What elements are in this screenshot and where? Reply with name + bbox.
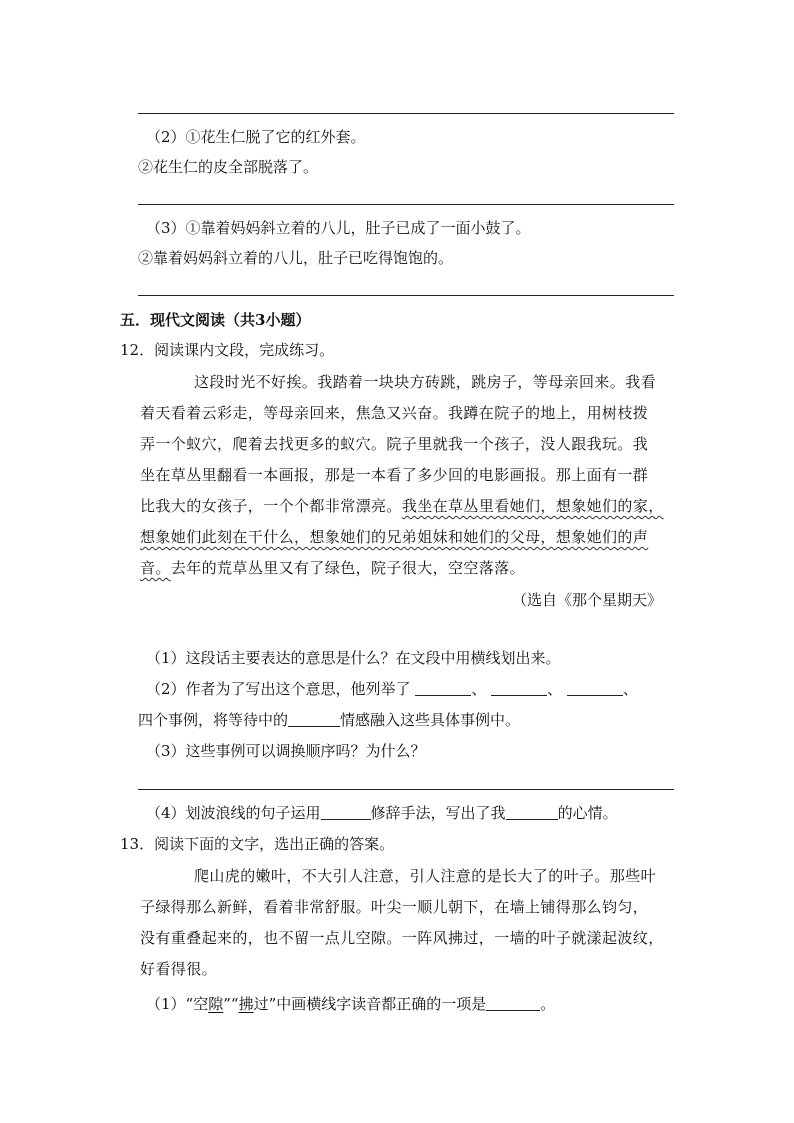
- q11-item3-line2: ②靠着妈妈斜立着的八儿，肚子已吃得饱饱的。: [138, 249, 454, 267]
- answer-blank[interactable]: [288, 710, 340, 727]
- answer-line: [138, 204, 674, 205]
- q13-passage-line: 好看得很。: [140, 960, 218, 978]
- q12-passage-line: [140, 558, 525, 578]
- passage-text: 比我大的女孩子，一个个都非常漂亮。: [140, 497, 402, 515]
- q12-stem: 12．阅读课内文段，完成练习。: [120, 341, 335, 359]
- question-text: 四个事例，将等待中的: [138, 711, 289, 729]
- question-text: 情感融入这些具体事例中。: [340, 711, 521, 729]
- answer-line: [138, 113, 674, 114]
- q11-item2-line1: （2）①花生仁脱了它的红外套。: [146, 128, 366, 146]
- answer-line: [138, 789, 674, 790]
- q12-sub2-cont: [138, 710, 520, 730]
- q11-item3-line1: （3）①靠着妈妈斜立着的八儿，肚子已成了一面小鼓了。: [146, 219, 531, 237]
- q12-passage-line: [140, 496, 664, 516]
- q12-passage-line: 坐在草丛里翻看一本画报，那是一本看了多少回的电影画报。那上面有一群: [140, 466, 649, 484]
- separator: 、: [547, 680, 563, 698]
- q11-item2-line2: ②花生仁的皮全部脱落了。: [138, 158, 319, 176]
- question-text: （4）划波浪线的句子运用: [146, 804, 321, 822]
- q12-sub4: [146, 803, 618, 823]
- q12-sub2: [146, 679, 638, 699]
- answer-blank[interactable]: [567, 679, 623, 696]
- separator: 、: [622, 680, 638, 698]
- wavy-underlined-sentence: 音。: [140, 559, 171, 577]
- question-text: （1）“空: [146, 995, 209, 1013]
- question-text: 过”中画横线字读音都正确的一项是: [253, 995, 487, 1013]
- question-text: 。: [540, 995, 556, 1013]
- wavy-underlined-sentence: 我坐在草丛里看她们，想象她们的家，: [401, 497, 664, 515]
- q12-passage-line: 弄一个蚁穴，爬着去找更多的蚁穴。院子里就我一个孩子，没人跟我玩。我: [140, 435, 649, 453]
- separator: 、: [471, 680, 487, 698]
- q12-passage-line: 着天看着云彩走，等母亲回来，焦急又兴奋。我蹲在院子的地上，用树枝拨: [140, 404, 649, 422]
- passage-text: 去年的荒草丛里又有了绿色，院子很大，空空落落。: [170, 559, 526, 577]
- answer-line: [138, 295, 674, 296]
- question-text: 修辞手法，写出了我: [370, 804, 506, 822]
- question-text: （2）作者为了写出这个意思，他列举了: [146, 680, 411, 698]
- q13-passage-line: 没有重叠起来的，也不留一点儿空隙。一阵风拂过，一墙的叶子就漾起波纹，: [140, 929, 664, 947]
- answer-blank[interactable]: [506, 803, 558, 820]
- section-heading: 五．现代文阅读（共3小题）: [120, 311, 311, 329]
- answer-blank[interactable]: [321, 803, 371, 820]
- underlined-char: 拂: [238, 995, 254, 1013]
- passage-source: （选自《那个星期天》: [512, 591, 663, 609]
- question-text: ”“: [223, 995, 239, 1013]
- underlined-char: 隙: [208, 995, 224, 1013]
- q12-sub3: （3）这些事例可以调换顺序吗？为什么？: [146, 742, 426, 760]
- q13-passage-line: 子绿得那么新鲜，看着非常舒服。叶尖一顺儿朝下，在墙上铺得那么钧匀，: [140, 898, 649, 916]
- answer-blank[interactable]: [486, 994, 540, 1011]
- q13-stem: 13．阅读下面的文字，选出正确的答案。: [120, 835, 395, 853]
- q13-passage-line: 爬山虎的嫩叶，不大引人注意，引人注意的是长大了的叶子。那些叶: [194, 867, 657, 885]
- q12-sub1: （1）这段话主要表达的意思是什么？在文段中用横线划出来。: [146, 649, 561, 667]
- answer-blank[interactable]: [491, 679, 547, 696]
- question-text: 的心情。: [557, 804, 618, 822]
- answer-blank[interactable]: [415, 679, 471, 696]
- q12-passage-line: [140, 527, 648, 547]
- q12-passage-line: 这段时光不好挨。我踏着一块块方砖跳，跳房子，等母亲回来。我看: [194, 373, 657, 391]
- q13-sub1: [146, 994, 555, 1014]
- wavy-underlined-sentence: 想象她们此刻在干什么，想象她们的兄弟姐妹和她们的父母，想象她们的声: [140, 528, 649, 546]
